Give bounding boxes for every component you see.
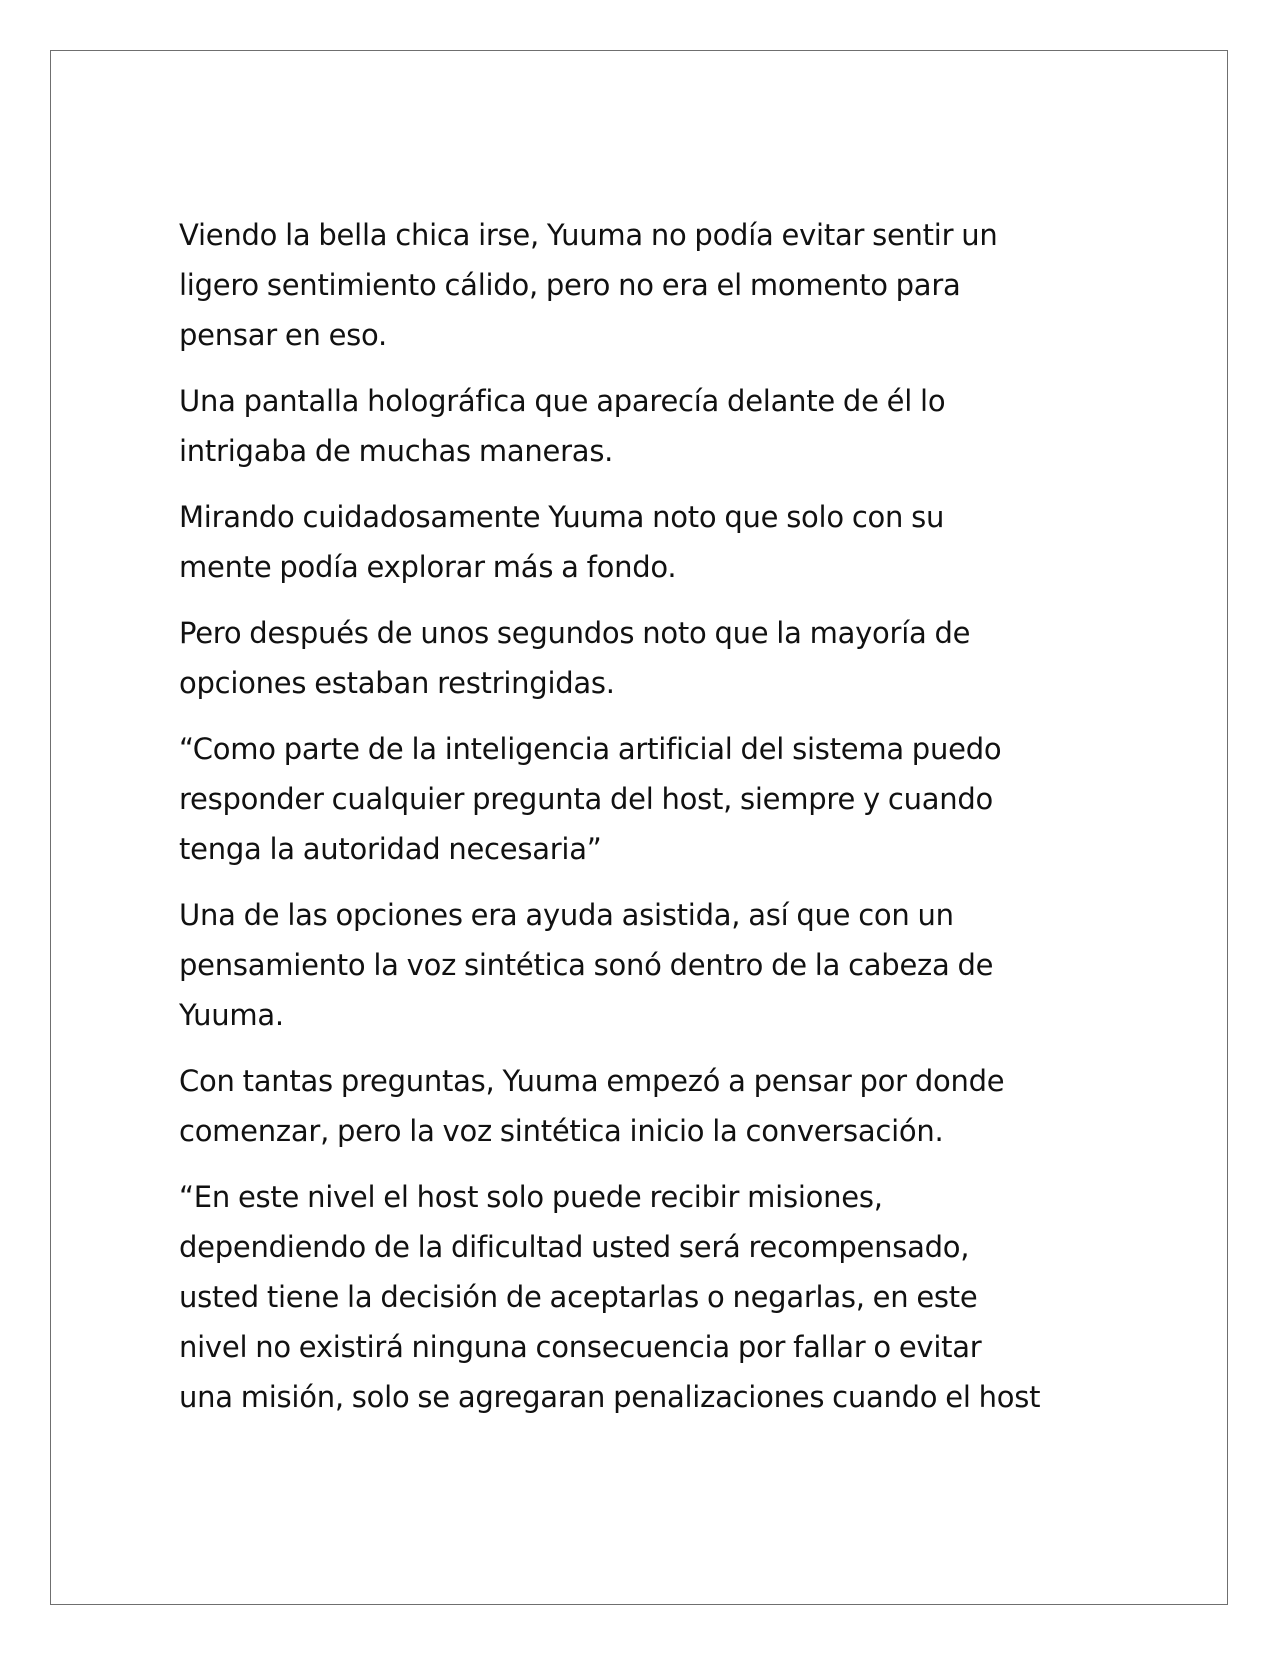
text-line: “En este nivel el host solo puede recibir misiones, bbox=[179, 1180, 883, 1214]
paragraph-6 bbox=[179, 890, 1129, 1040]
paragraph-7 bbox=[179, 1056, 1129, 1156]
text-line: ligero sentimiento cálido, pero no era el momento para bbox=[179, 268, 961, 302]
document-body bbox=[179, 210, 1129, 1438]
text-line: intrigaba de muchas maneras. bbox=[179, 434, 614, 468]
text-line: “Como parte de la inteligencia artificial del sistema puedo bbox=[179, 732, 1002, 766]
text-line: Una pantalla holográfica que aparecía delante de él lo bbox=[179, 384, 946, 418]
text-line: Viendo la bella chica irse, Yuuma no podía evitar sentir un bbox=[179, 218, 998, 252]
text-line: pensar en eso. bbox=[179, 318, 387, 352]
page-frame bbox=[50, 50, 1228, 1605]
text-line: Una de las opciones era ayuda asistida, así que con un bbox=[179, 898, 954, 932]
text-line: comenzar, pero la voz sintética inicio la conversación. bbox=[179, 1114, 944, 1148]
paragraph-4 bbox=[179, 608, 1129, 708]
text-line: Mirando cuidadosamente Yuuma noto que solo con su bbox=[179, 500, 945, 534]
text-line: tenga la autoridad necesaria” bbox=[179, 832, 602, 866]
paragraph-2 bbox=[179, 376, 1129, 476]
text-line: Con tantas preguntas, Yuuma empezó a pensar por donde bbox=[179, 1064, 1005, 1098]
paragraph-8 bbox=[179, 1172, 1129, 1422]
text-line: Yuuma. bbox=[179, 998, 284, 1032]
paragraph-1 bbox=[179, 210, 1129, 360]
text-line: pensamiento la voz sintética sonó dentro de la cabeza de bbox=[179, 948, 994, 982]
text-line: nivel no existirá ninguna consecuencia por fallar o evitar bbox=[179, 1330, 982, 1364]
paragraph-3 bbox=[179, 492, 1129, 592]
text-line: usted tiene la decisión de aceptarlas o negarlas, en este bbox=[179, 1280, 978, 1314]
text-line: dependiendo de la dificultad usted será recompensado, bbox=[179, 1230, 970, 1264]
text-line: opciones estaban restringidas. bbox=[179, 666, 615, 700]
text-line: Pero después de unos segundos noto que la mayoría de bbox=[179, 616, 971, 650]
text-line: una misión, solo se agregaran penalizaciones cuando el host bbox=[179, 1380, 1041, 1414]
text-line: mente podía explorar más a fondo. bbox=[179, 550, 677, 584]
text-line: responder cualquier pregunta del host, siempre y cuando bbox=[179, 782, 994, 816]
paragraph-5 bbox=[179, 724, 1129, 874]
